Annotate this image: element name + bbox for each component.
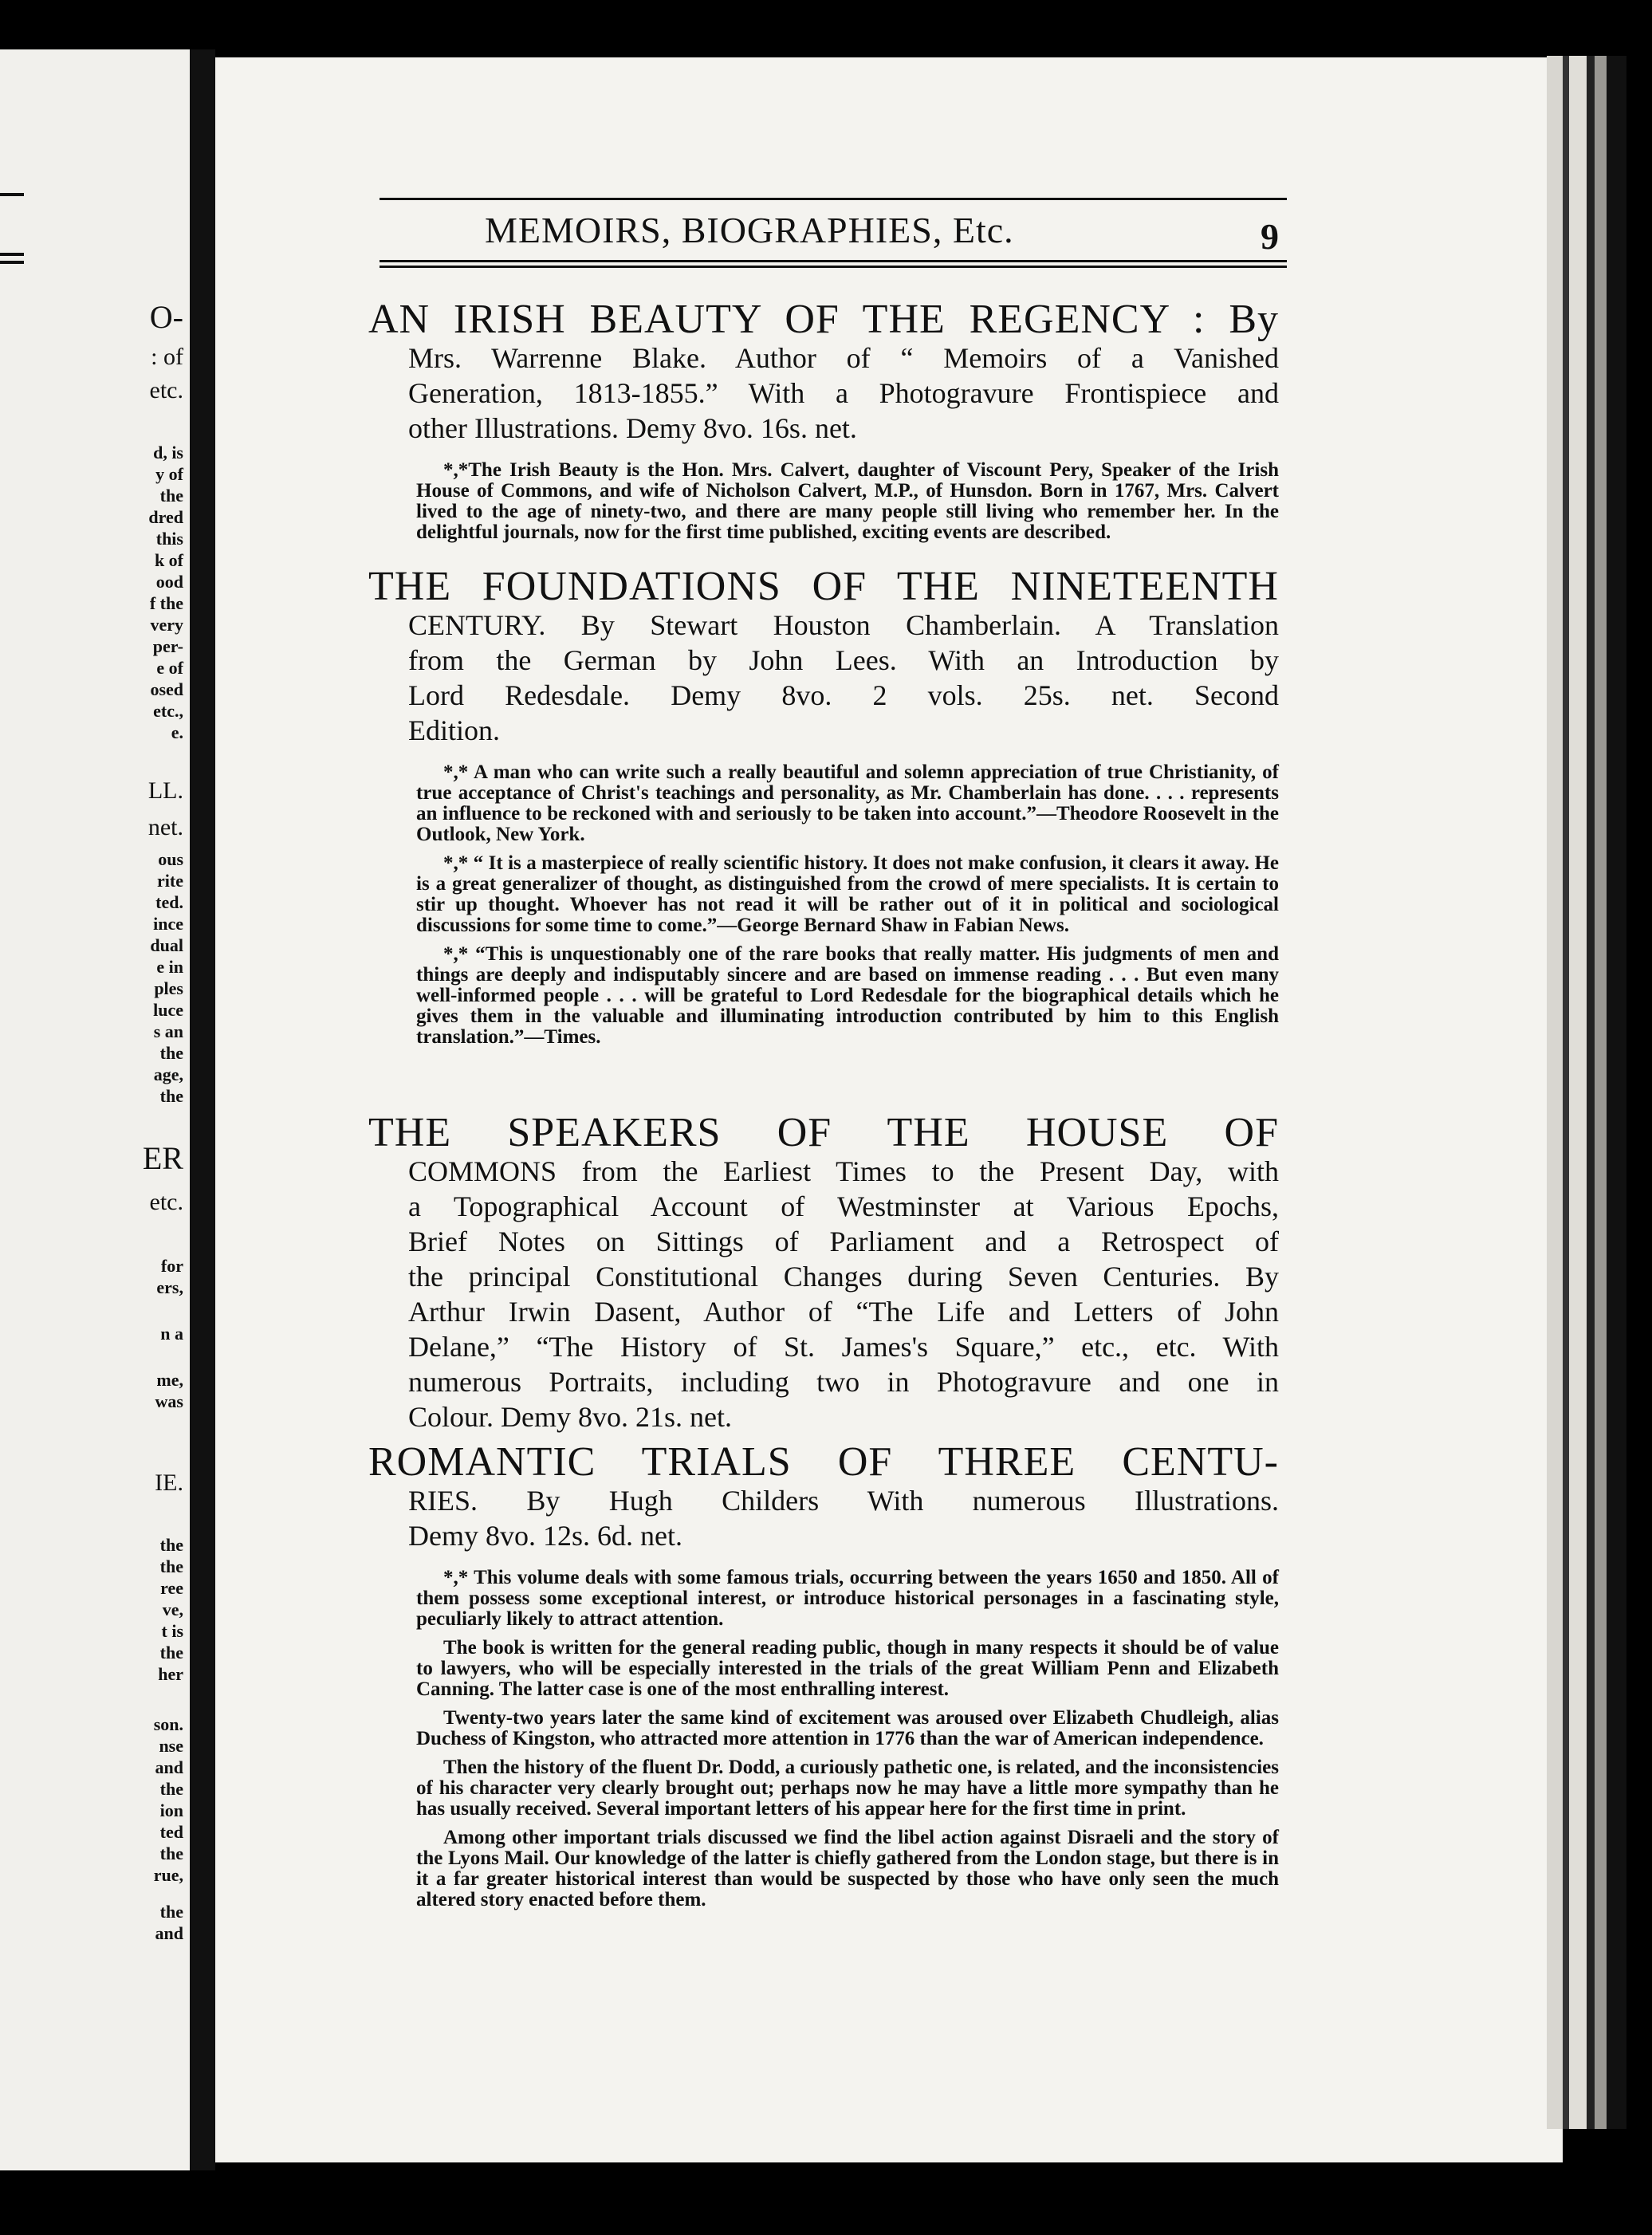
left-page-fragment-line: e.	[171, 722, 183, 742]
left-page-fragment-line: f the	[149, 593, 183, 613]
review-note: *,* “ It is a masterpiece of really scientific history. It does not make confusion, it clears it away. He is a great generalizer of thought, as distinguished from the crowd of mere specialists. It is certain to stir up thought. Whoever has not read it will be rather out of it in political and sociological discussions for some time to come.”—George Bernard Shaw in Fabian News.	[416, 852, 1279, 936]
left-page-fragment-line: was	[155, 1391, 183, 1411]
book-description-line: a Topographical Account of Westminster at Various Epochs,	[408, 1190, 1279, 1222]
left-page-fragment-line: e of	[156, 658, 183, 678]
book-description-line: Lord Redesdale. Demy 8vo. 2 vols. 25s. net. Second	[408, 679, 1279, 711]
book-description-line: Generation, 1813-1855.” With a Photogravure Frontispiece and	[408, 377, 1279, 409]
left-page-fragment-line: ER	[142, 1140, 183, 1176]
left-page-fragment-line: for	[160, 1256, 183, 1276]
left-page-fragment-line: ous	[158, 849, 183, 869]
left-page-fragment-line: LL.	[148, 777, 183, 804]
left-page-fragment-line: per-	[152, 636, 183, 656]
review-note: *,* “This is unquestionably one of the rare books that really matter. His judgments of men and things are deeply and indisputably sincere and are based on immense reading . . . But even many well-informed people . . . will be grateful to Lord Redesdale for the biographical details which he gives them in the valuable and illuminating introduction contributed by him to this English translation.”—Times.	[416, 943, 1279, 1048]
left-page-fragment-line: etc.,	[153, 701, 183, 721]
book-description-line: Demy 8vo. 12s. 6d. net.	[408, 1520, 682, 1552]
left-page-fragment-line: rite	[157, 871, 183, 891]
left-page-fragment-line: the	[159, 1779, 183, 1799]
header-rule-top	[380, 198, 1287, 200]
book-description	[408, 1483, 1279, 1553]
left-page-fragment-line: IE.	[155, 1470, 183, 1496]
review-note: *,*The Irish Beauty is the Hon. Mrs. Calvert, daughter of Viscount Pery, Speaker of the Irish House of Commons, and wife of Nicholson Calvert, M.P., of Hunsdon. Born in 1767, Mrs. Calvert lived to the age of ninety-two, and there are many people still living who remember her. In the delightful journals, now for the first time published, exciting events are described.	[416, 459, 1279, 543]
left-page-fragment-line: the	[159, 1556, 183, 1576]
left-page-fragment-line: the	[159, 1086, 183, 1106]
book-description-line: Colour. Demy 8vo. 21s. net.	[408, 1401, 732, 1433]
left-page-fragment-line: osed	[150, 679, 183, 699]
review-note: Then the history of the fluent Dr. Dodd, a curiously pathetic one, is related, and the inconsistencies of his character very clearly brought out; perhaps now he may have a little more sympathy than he has usually received. Several important letters of his appear here for the first time in print.	[416, 1757, 1279, 1820]
left-page-fragment-line: ers,	[156, 1277, 183, 1297]
book-entry-foundations	[368, 566, 1279, 1056]
left-page-fragment-line: very	[150, 615, 183, 635]
running-header-title: MEMOIRS, BIOGRAPHIES, Etc.	[485, 210, 1014, 250]
book-description	[408, 608, 1279, 748]
left-page-fragment-line: k of	[154, 550, 183, 570]
left-page-fragment-line: the	[159, 1843, 183, 1863]
book-description-line: numerous Portraits, including two in Photogravure and one in	[408, 1366, 1279, 1398]
left-page-fragment-line: ted.	[155, 892, 183, 912]
left-page-fragment-line: age,	[153, 1064, 183, 1084]
left-page-fragment-line: ince	[153, 914, 183, 934]
book-description-line: Brief Notes on Sittings of Parliament and a Retrospect of	[408, 1226, 1279, 1257]
left-page-fragment-line: ve,	[162, 1600, 183, 1619]
book-description-line: from the German by John Lees. With an Introduction by	[408, 644, 1279, 676]
book-title: AN IRISH BEAUTY OF THE REGENCY : By	[368, 297, 1279, 342]
left-page-fragment-line: : of	[151, 344, 183, 370]
left-page-fragment-line: me,	[156, 1370, 183, 1390]
left-page-fragment-line: ree	[160, 1578, 183, 1598]
book-title: ROMANTIC TRIALS OF THREE CENTU-	[368, 1439, 1279, 1485]
book-description-line: RIES. By Hugh Childers With numerous Illustrations.	[408, 1485, 1279, 1517]
left-page-fragment-line: ion	[159, 1800, 183, 1820]
left-page-fragment-line: etc.	[149, 377, 183, 403]
left-page-fragment-line: d, is	[153, 443, 183, 462]
book-description-line: Arthur Irwin Dasent, Author of “The Life and Letters of John	[408, 1296, 1279, 1328]
left-page-fragment-line: e in	[156, 957, 183, 977]
book-description-line: Mrs. Warrenne Blake. Author of “ Memoirs of a Vanished	[408, 342, 1279, 374]
review-note: *,* This volume deals with some famous trials, occurring between the years 1650 and 1850. All of them possess some exceptional interest, or introduce historical personages in a fascinating style, peculiarly likely to attract attention.	[416, 1567, 1279, 1630]
left-page-fragment-line: net.	[148, 814, 183, 840]
page-gutter	[190, 49, 215, 2170]
left-page-fragment-line: O-	[149, 299, 183, 335]
left-page-fragment-line: nse	[159, 1736, 183, 1756]
page-number: 9	[1261, 216, 1279, 257]
left-page-fragment	[0, 49, 190, 2170]
running-header	[380, 206, 1287, 255]
book-description	[408, 340, 1279, 446]
review-note: *,* A man who can write such a really beautiful and solemn appreciation of true Christianity, of true acceptance of Christ's teachings and personality, as Mr. Chamberlain has done. . . . represents an influence to be reckoned with and seriously to be taken into account.”—Theodore Roosevelt in the Outlook, New York.	[416, 761, 1279, 845]
left-page-fragment-line: luce	[153, 1000, 183, 1020]
book-description	[408, 1154, 1279, 1434]
review-notes	[416, 1568, 1279, 1910]
left-page-fragment-line: ood	[155, 572, 183, 592]
review-note: Twenty-two years later the same kind of excitement was aroused over Elizabeth Chudleigh, alias Duchess of Kingston, who attracted more attention in 1776 than the war of American independence.	[416, 1707, 1279, 1749]
left-page-fragment-line: the	[159, 1643, 183, 1662]
left-page-fragment-line: and	[155, 1923, 183, 1943]
review-notes	[416, 762, 1279, 1048]
book-description-line: CENTURY. By Stewart Houston Chamberlain. A Translation	[408, 609, 1279, 641]
left-page-fragment-line: etc.	[149, 1189, 183, 1215]
left-page-fragment-line: and	[155, 1757, 183, 1777]
page-edge-stack	[1547, 56, 1626, 2129]
book-title: THE SPEAKERS OF THE HOUSE OF	[368, 1110, 1279, 1155]
review-note: The book is written for the general reading public, though in many respects it should be of value to lawyers, who will be especially interested in the trials of the great William Penn and Elizabeth Canning. The latter case is one of the most enthralling interest.	[416, 1637, 1279, 1700]
left-page-fragment-line: t is	[161, 1621, 183, 1641]
book-description-line: Edition.	[408, 714, 500, 746]
left-page-fragment-line: s an	[153, 1021, 183, 1041]
book-description-line: COMMONS from the Earliest Times to the Present Day, with	[408, 1155, 1279, 1187]
header-rule-bottom	[380, 260, 1287, 268]
left-page-fragment-line: ples	[154, 978, 183, 998]
left-page-fragment-line: son.	[153, 1714, 183, 1734]
book-entry-irish-beauty	[368, 299, 1279, 551]
review-note: Among other important trials discussed we find the libel action against Disraeli and the story of the Lyons Mail. Our knowledge of the latter is chiefly gathered from the London stage, but there is in it a far greater historical interest than would be suspected by those who have only seen the much altered story enacted before them.	[416, 1827, 1279, 1910]
book-title: THE FOUNDATIONS OF THE NINETEENTH	[368, 564, 1279, 609]
left-page-fragment-line: ted	[159, 1822, 183, 1842]
left-page-fragment-line: rue,	[153, 1865, 183, 1885]
review-notes	[416, 460, 1279, 543]
left-page-fragment-line: dred	[148, 507, 183, 527]
book-description-line: other Illustrations. Demy 8vo. 16s. net.	[408, 412, 857, 444]
left-page-fragment-line: the	[159, 486, 183, 506]
left-page-text	[0, 49, 183, 2170]
left-page-fragment-line: n a	[160, 1324, 183, 1344]
left-page-fragment-line: the	[159, 1535, 183, 1555]
book-entry-romantic-trials	[368, 1439, 1279, 1918]
left-page-fragment-line: this	[155, 529, 183, 549]
left-page-fragment-line: the	[159, 1902, 183, 1922]
left-page-fragment-line: her	[158, 1664, 183, 1684]
book-entry-speakers	[368, 1112, 1279, 1434]
left-page-fragment-line: the	[159, 1043, 183, 1063]
book-description-line: the principal Constitutional Changes during Seven Centuries. By	[408, 1261, 1279, 1293]
left-page-fragment-line: dual	[150, 935, 183, 955]
book-description-line: Delane,” “The History of St. James's Square,” etc., etc. With	[408, 1331, 1279, 1363]
left-page-fragment-line: y of	[155, 464, 183, 484]
